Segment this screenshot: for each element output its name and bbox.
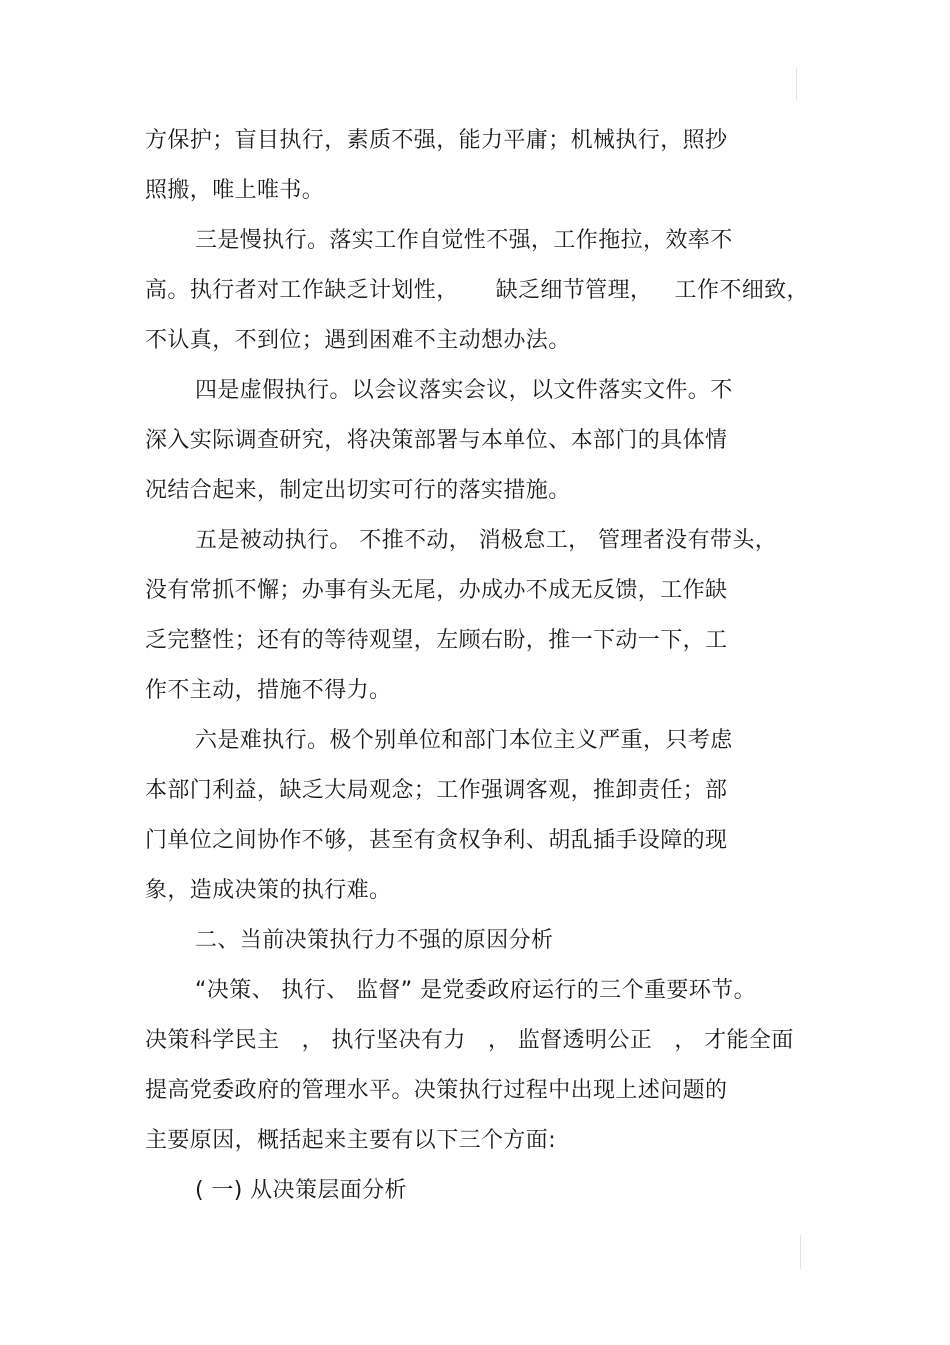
text-line: 本部门利益，缺乏大局观念；工作强调客观，推卸责任；部 [145, 778, 728, 803]
text-line: 不认真，不到位；遇到困难不主动想办法。 [145, 328, 571, 353]
edge-mark-bottom [800, 1235, 801, 1269]
text-line: 方保护；盲目执行，素质不强，能力平庸；机械执行，照抄 [145, 128, 728, 153]
text-line: 况结合起来，制定出切实可行的落实措施。 [145, 478, 571, 503]
text-line: 主要原因，概括起来主要有以下三个方面: [145, 1128, 557, 1153]
paragraph-start: 五是被动执行。 不推不动， 消极怠工， 管理者没有带头， [195, 528, 778, 553]
subsection-heading: ( 一) 从决策层面分析 [195, 1178, 407, 1203]
text-line: 象，造成决策的执行难。 [145, 878, 392, 903]
text-line: 高。执行者对工作缺乏计划性， 缺乏细节管理， 工作不细致， [145, 278, 809, 303]
text-line: 门单位之间协作不够，甚至有贪权争利、胡乱插手设障的现 [145, 828, 728, 853]
paragraph-start: “决策、 执行、 监督” 是党委政府运行的三个重要环节。 [195, 978, 756, 1003]
text-line: 照搬，唯上唯书。 [145, 178, 325, 203]
paragraph-start: 六是难执行。极个别单位和部门本位主义严重，只考虑 [195, 728, 733, 753]
text-line: 没有常抓不懈；办事有头无尾，办成办不成无反馈，工作缺 [145, 578, 728, 603]
text-line: 提高党委政府的管理水平。决策执行过程中出现上述问题的 [145, 1078, 728, 1103]
edge-mark-top [796, 68, 797, 100]
paragraph-start: 三是慢执行。落实工作自觉性不强，工作拖拉，效率不 [195, 228, 733, 253]
text-line: 乏完整性；还有的等待观望，左顾右盼，推一下动一下，工 [145, 628, 728, 653]
text-line: 决策科学民主 ， 执行坚决有力 ， 监督透明公正 ， 才能全面 [145, 1028, 794, 1053]
section-heading: 二、当前决策执行力不强的原因分析 [195, 928, 554, 953]
text-line: 深入实际调查研究，将决策部署与本单位、本部门的具体情 [145, 428, 728, 453]
paragraph-start: 四是虚假执行。以会议落实会议，以文件落实文件。不 [195, 378, 733, 403]
text-line: 作不主动，措施不得力。 [145, 678, 392, 703]
